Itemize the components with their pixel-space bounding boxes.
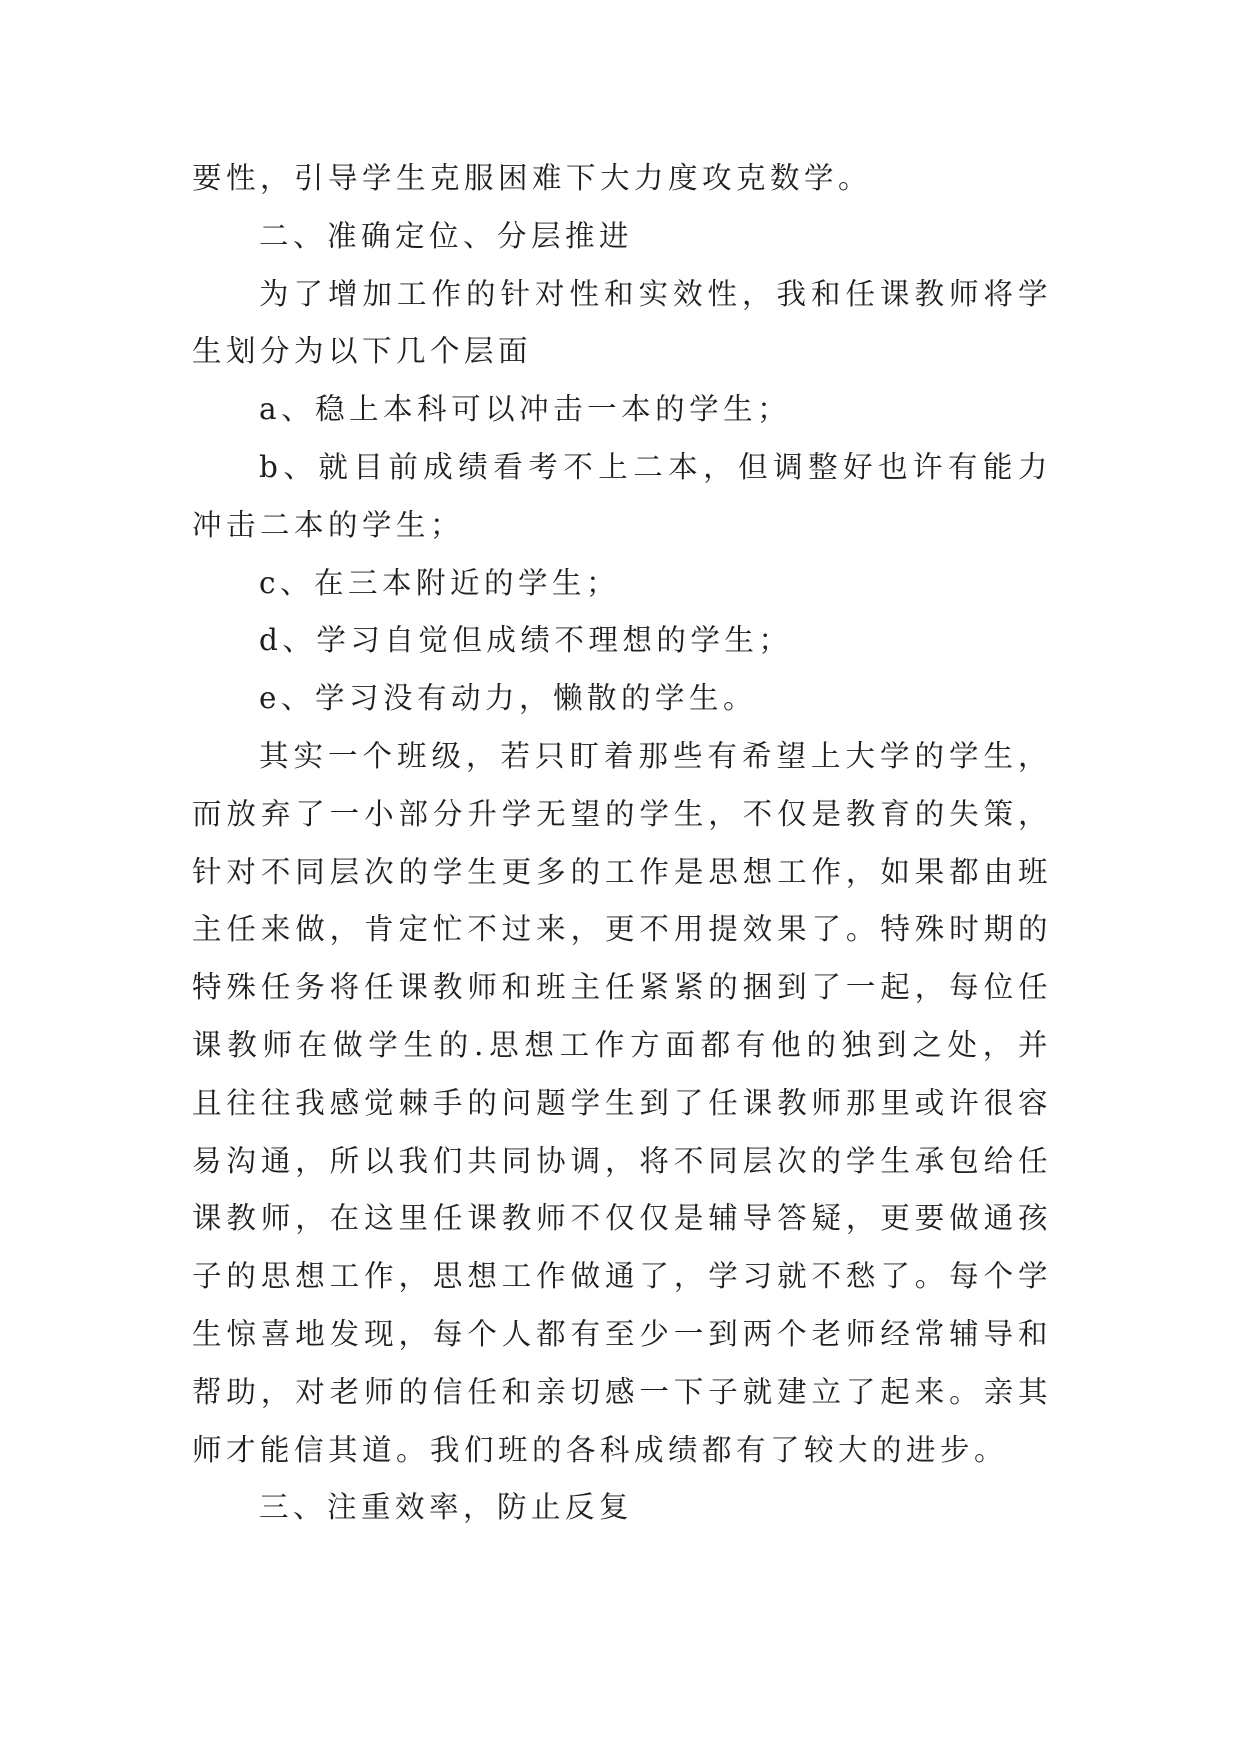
section-heading-2: 二、准确定位、分层推进: [259, 218, 634, 253]
list-item-d: d、学习自觉但成绩不理想的学生；: [259, 623, 793, 658]
list-item-b: b、就目前成绩看考不上二本，但调整好也许有能力冲击二本的学生；: [192, 449, 1052, 542]
paragraph-intro-levels: 为了增加工作的针对性和实效性，我和任课教师将学生划分为以下几个层面: [192, 276, 1052, 369]
paragraph-main: 其实一个班级，若只盯着那些有希望上大学的学生，而放弃了一小部分升学无望的学生，不仅是教育的失策，针对不同层次的学生更多的工作是思想工作，如果都由班主任来做，肯定忙不过来，更不用提效果了。特殊时期的特殊任务将任课教师和班主任紧紧的捆到了一起，每位任课教师在做学生的.思想工作方面都有他的独到之处，并且往往我感觉棘手的问题学生到了任课教师那里或许很容易沟通，所以我们共同协调，将不同层次的学生承包给任课教师，在这里任课教师不仅仅是辅导答疑，更要做通孩子的思想工作，思想工作做通了，学习就不愁了。每个学生惊喜地发现，每个人都有至少一到两个老师经常辅导和帮助，对老师的信任和亲切感一下子就建立了起来。亲其师才能信其道。我们班的各科成绩都有了较大的进步。: [192, 738, 1052, 1467]
section-heading-3: 三、注重效率，防止反复: [259, 1490, 634, 1525]
paragraph-continuation: 要性，引导学生克服困难下大力度攻克数学。: [192, 161, 873, 195]
list-item-c: c、在三本附近的学生；: [259, 565, 621, 600]
list-item-e: e、学习没有动力，懒散的学生。: [259, 681, 757, 716]
document-body: [192, 150, 1052, 1537]
list-item-a: a、稳上本科可以冲击一本的学生；: [259, 392, 792, 427]
